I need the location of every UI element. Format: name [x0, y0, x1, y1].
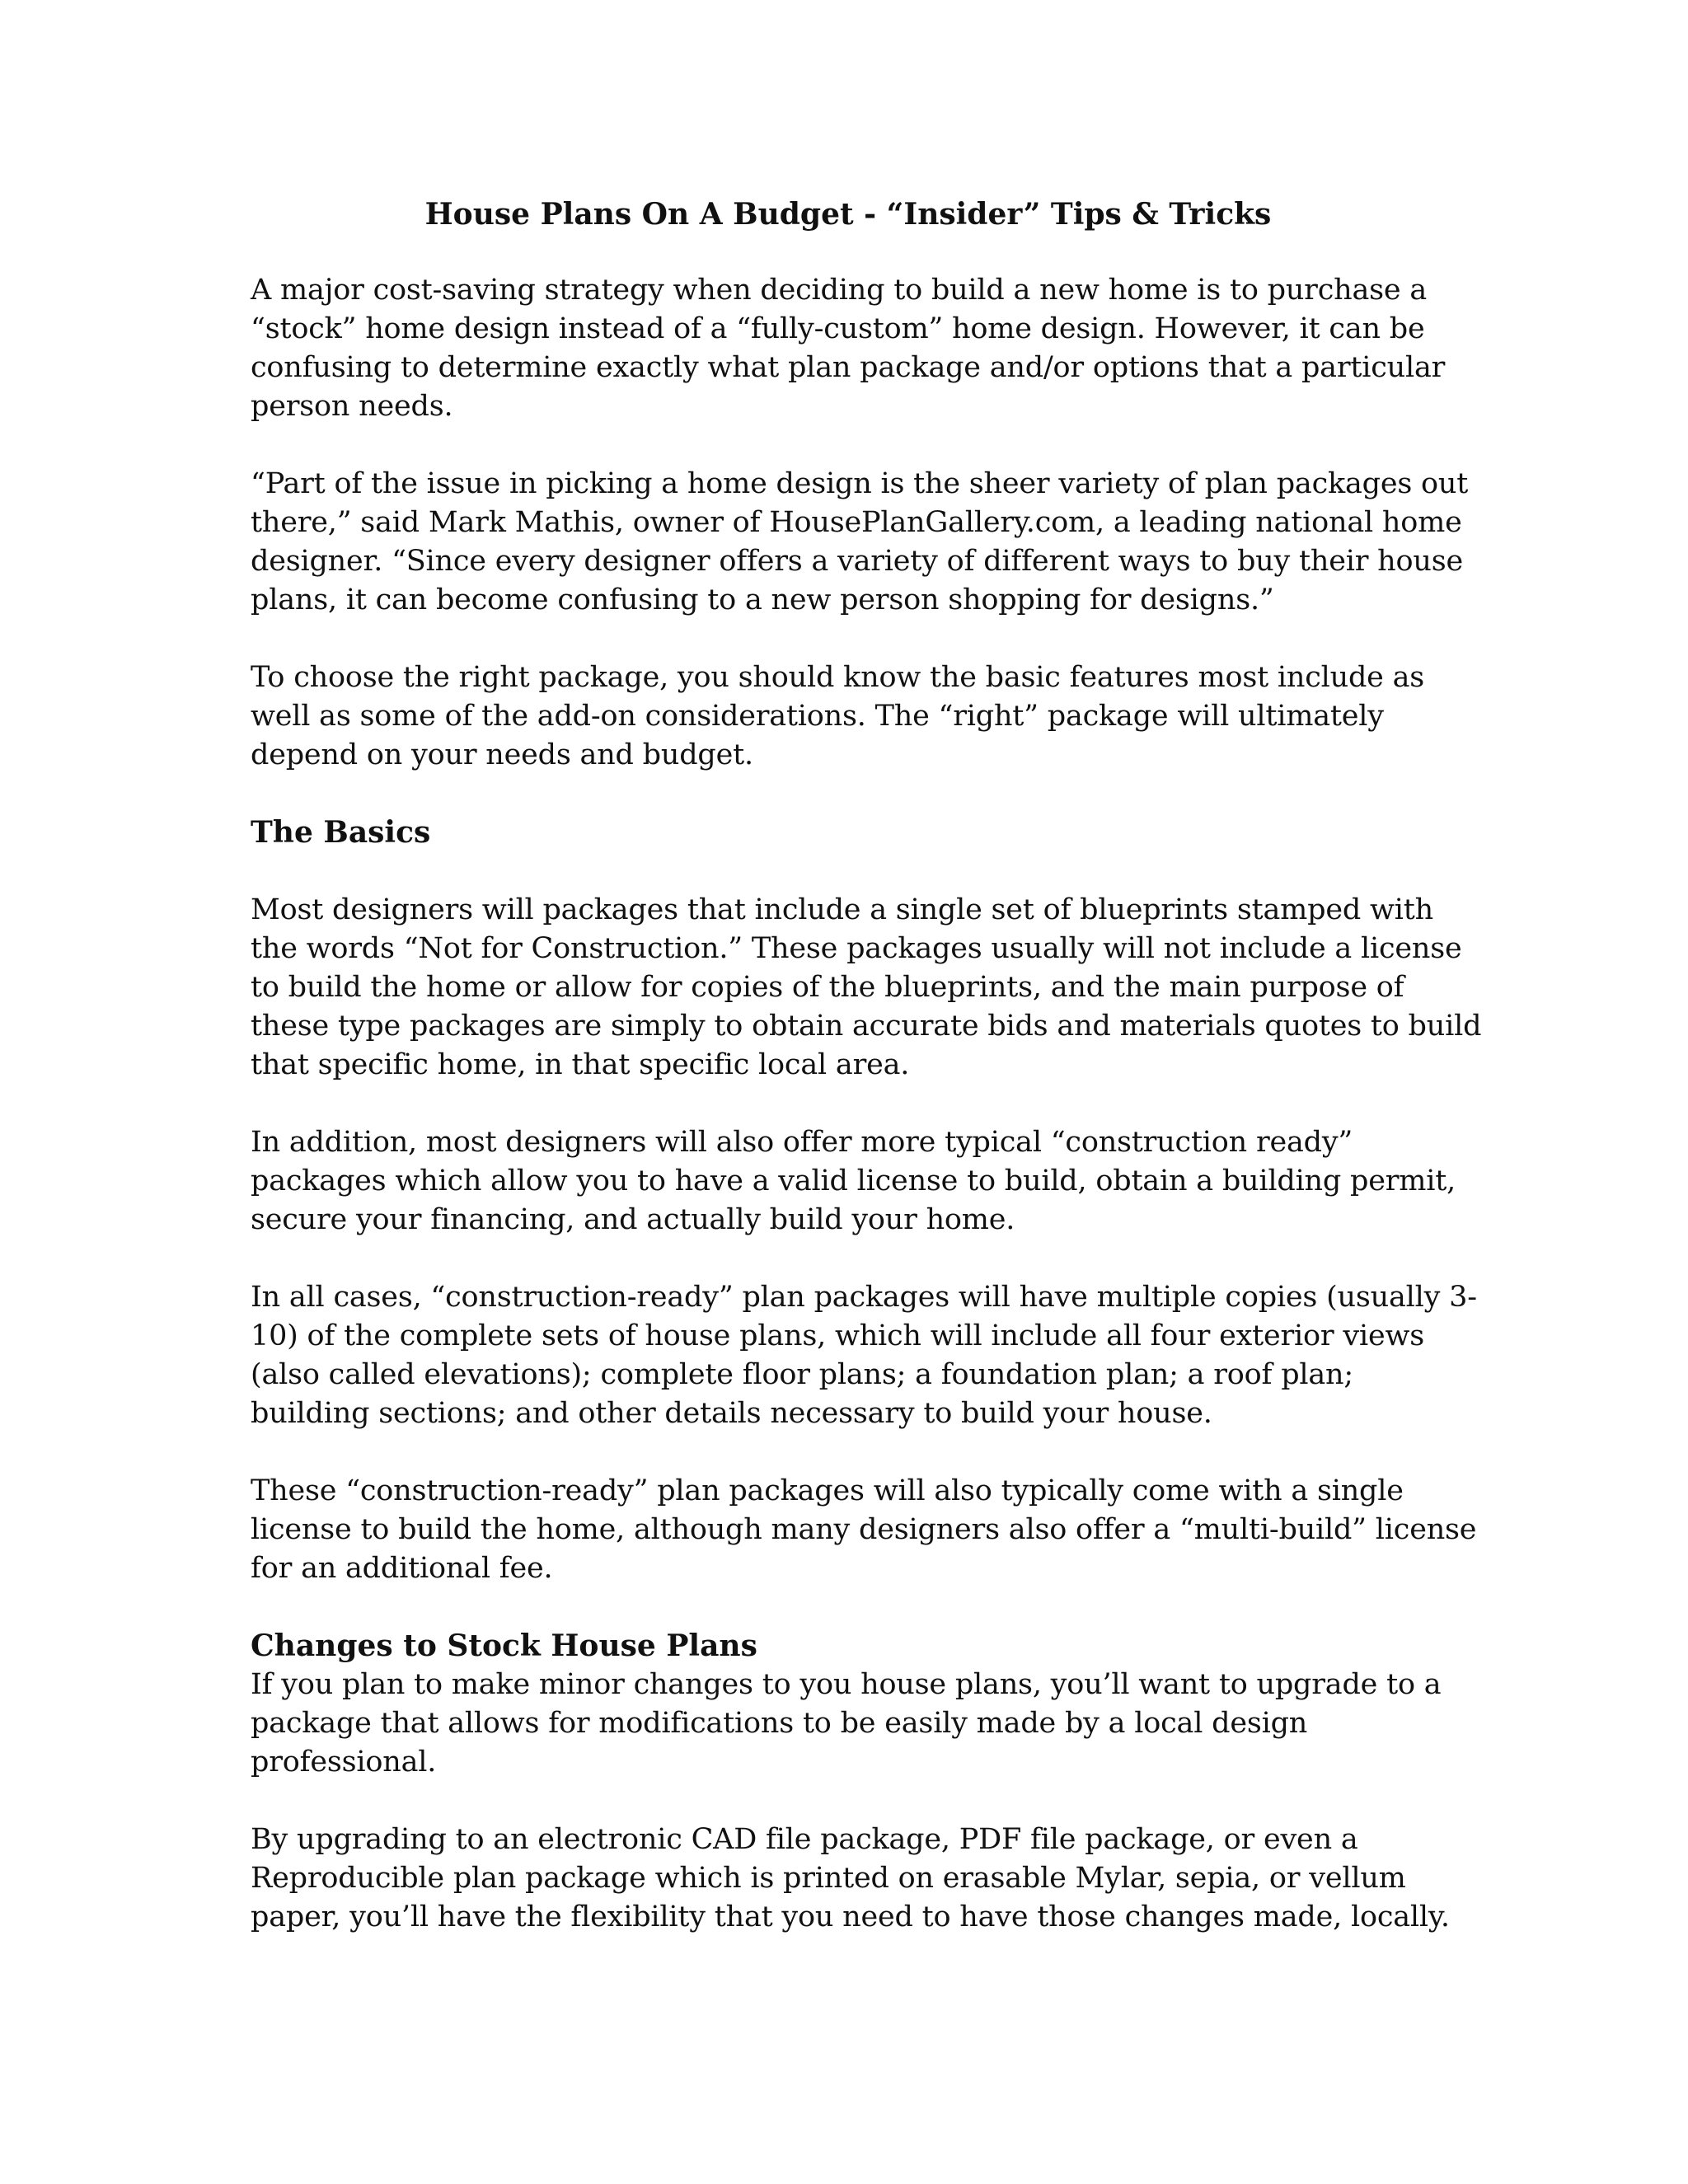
text-line: “Part of the issue in picking a home design is the sheer variety of plan packages out	[251, 467, 1469, 500]
text-line: By upgrading to an electronic CAD file package, PDF file package, or even a	[251, 1823, 1358, 1856]
text-line: license to build the home, although many designers also offer a “multi-build” license	[251, 1513, 1477, 1546]
text-line: package that allows for modifications to be easily made by a local design	[251, 1707, 1308, 1740]
document-title: House Plans On A Budget - “Insider” Tips & Tricks	[424, 197, 1272, 232]
text-line: To choose the right package, you should know the basic features most include as	[251, 661, 1425, 694]
changes-paragraph-1	[251, 1666, 1446, 1782]
text-line: These “construction-ready” plan packages will also typically come with a single	[251, 1474, 1404, 1507]
text-line: A major cost-saving strategy when deciding to build a new home is to purchase a	[251, 274, 1427, 307]
text-line: for an additional fee.	[251, 1552, 553, 1585]
text-line: to build the home or allow for copies of the blueprints, and the main purpose of	[251, 971, 1404, 1004]
text-line: these type packages are simply to obtain accurate bids and materials quotes to build	[251, 1010, 1482, 1043]
text-line: “stock” home design instead of a “fully-custom” home design. However, it can be	[251, 312, 1425, 345]
text-line: confusing to determine exactly what plan package and/or options that a particular	[251, 351, 1446, 384]
basics-paragraph-3	[251, 1278, 1477, 1433]
text-line: Most designers will packages that include a single set of blueprints stamped with	[251, 893, 1433, 926]
text-line: packages which allow you to have a valid license to build, obtain a building permit,	[251, 1165, 1456, 1197]
text-line: In all cases, “construction-ready” plan packages will have multiple copies (usually 3-	[251, 1281, 1477, 1314]
text-line: designer. “Since every designer offers a variety of different ways to buy their house	[251, 545, 1464, 578]
text-line: well as some of the add-on considerations. The “right” package will ultimately	[251, 700, 1384, 733]
choose-paragraph	[251, 658, 1446, 775]
text-line: professional.	[251, 1746, 437, 1779]
intro-paragraph	[251, 271, 1446, 426]
section-heading-changes: Changes to Stock House Plans	[251, 1629, 757, 1663]
text-line: person needs.	[251, 390, 453, 423]
changes-paragraph-2	[251, 1821, 1450, 1937]
quote-paragraph	[251, 465, 1469, 620]
text-line: depend on your needs and budget.	[251, 738, 753, 771]
basics-paragraph-1	[251, 891, 1482, 1085]
basics-paragraph-4	[251, 1472, 1477, 1588]
text-line: the words “Not for Construction.” These packages usually will not include a license	[251, 932, 1462, 965]
text-line: If you plan to make minor changes to you house plans, you’ll want to upgrade to a	[251, 1668, 1442, 1701]
text-line: building sections; and other details necessary to build your house.	[251, 1397, 1212, 1430]
text-line: secure your financing, and actually build your home.	[251, 1203, 1015, 1236]
text-line: Reproducible plan package which is printed on erasable Mylar, sepia, or vellum	[251, 1862, 1406, 1895]
text-line: plans, it can become confusing to a new person shopping for designs.”	[251, 583, 1274, 616]
text-line: (also called elevations); complete floor plans; a foundation plan; a roof plan;	[251, 1358, 1353, 1391]
section-heading-basics: The Basics	[251, 815, 431, 850]
text-line: 10) of the complete sets of house plans, which will include all four exterior views	[251, 1319, 1424, 1352]
text-line: there,” said Mark Mathis, owner of HousePlanGallery.com, a leading national home	[251, 506, 1462, 539]
text-line: paper, you’ll have the flexibility that you need to have those changes made, locally.	[251, 1900, 1450, 1933]
document-body	[251, 194, 1482, 1937]
basics-paragraph-2	[251, 1123, 1456, 1240]
text-line: In addition, most designers will also offer more typical “construction ready”	[251, 1126, 1353, 1159]
text-line: that specific home, in that specific local area.	[251, 1048, 910, 1081]
